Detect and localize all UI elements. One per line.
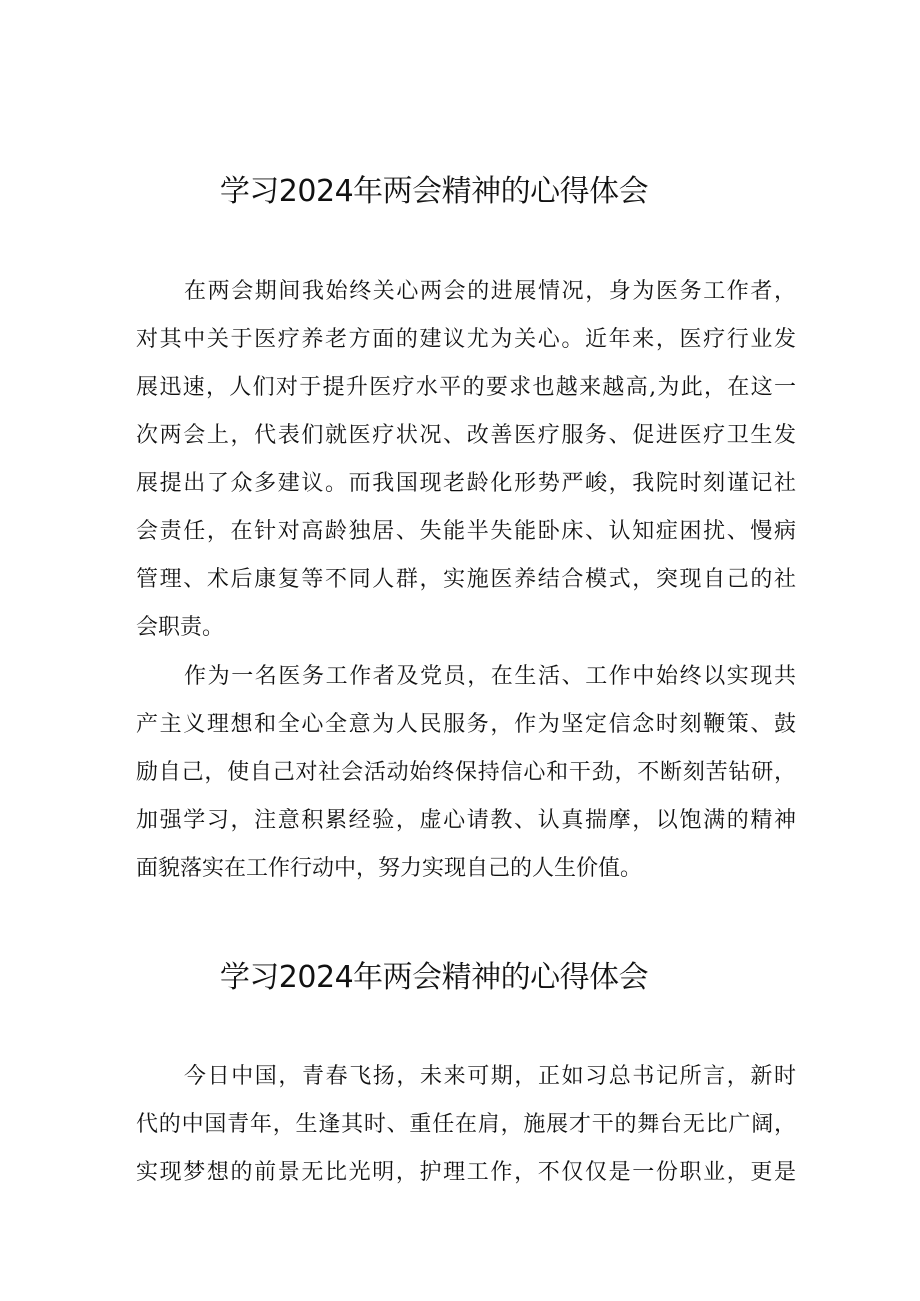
text-line: 励自己，使自己对社会活动始终保持信心和干劲，不断刻苦钻研， <box>136 760 796 785</box>
text-line: 产主义理想和全心全意为人民服务，作为坚定信念时刻鞭策、鼓 <box>136 712 796 737</box>
text-line: 次两会上，代表们就医疗状况、改善医疗服务、促进医疗卫生发 <box>136 423 796 448</box>
text-line: 实现梦想的前景无比光明，护理工作，不仅仅是一份职业，更是 <box>136 1160 796 1185</box>
text-line: 今日中国，青春飞扬，未来可期，正如习总书记所言，新时 <box>184 1064 796 1089</box>
text-line: 加强学习，注意积累经验，虚心请教、认真揣摩，以饱满的精神 <box>136 808 796 833</box>
section-title: 学习2024年两会精神的心得体会 <box>219 960 649 995</box>
text-line: 作为一名医务工作者及党员，在生活、工作中始终以实现共 <box>184 664 796 689</box>
text-line: 对其中关于医疗养老方面的建议尤为关心。近年来，医疗行业发 <box>136 327 796 352</box>
text-line: 面貌落实在工作行动中，努力实现自己的人生价值。 <box>136 856 643 881</box>
text-line: 展提出了众多建议。而我国现老龄化形势严峻，我院时刻谨记社 <box>136 471 796 496</box>
text-line: 会职责。 <box>136 615 225 640</box>
text-line: 会责任，在针对高龄独居、失能半失能卧床、认知症困扰、慢病 <box>136 519 796 544</box>
text-line: 代的中国青年，生逢其时、重任在肩，施展才干的舞台无比广阔， <box>136 1112 796 1137</box>
text-line: 展迅速，人们对于提升医疗水平的要求也越来越高,为此，在这一 <box>136 375 796 400</box>
text-line: 管理、术后康复等不同人群，实施医养结合模式，突现自己的社 <box>136 567 796 592</box>
text-line: 在两会期间我始终关心两会的进展情况，身为医务工作者， <box>184 279 796 304</box>
section-title: 学习2024年两会精神的心得体会 <box>219 174 649 209</box>
